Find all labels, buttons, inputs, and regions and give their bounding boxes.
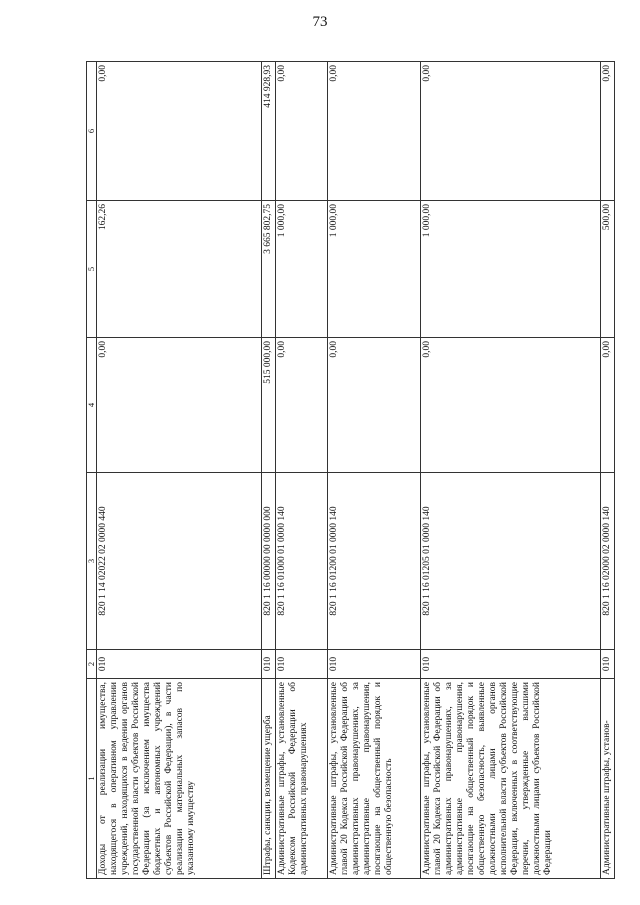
header-row bbox=[87, 62, 97, 879]
row-value-5: 1 000,00 bbox=[328, 201, 421, 338]
row-name: Административные штрафы, установленные главой 20 Кодекса Российской Федерации об административных правонарушениях, за административные правонарушения, посягающие на общественный порядок и общественную безопасность bbox=[328, 679, 421, 879]
row-kbk-code: 820 1 16 00000 00 0000 000 bbox=[262, 473, 276, 650]
row-name: Административные штрафы, установ- bbox=[601, 679, 615, 879]
row-value-5: 1 000,00 bbox=[421, 201, 601, 338]
table-row bbox=[276, 62, 328, 879]
row-line-code: 010 bbox=[601, 650, 615, 679]
row-name: Административные штрафы, установленные Кодексом Российской Федерации об административных правонарушениях bbox=[276, 679, 328, 879]
page-number: 73 bbox=[312, 14, 328, 30]
row-value-5: 162,26 bbox=[97, 201, 262, 338]
row-kbk-code: 820 1 16 01000 01 0000 140 bbox=[276, 473, 328, 650]
row-value-5: 3 665 802,75 bbox=[262, 201, 276, 338]
row-value-4: 0,00 bbox=[97, 338, 262, 473]
row-name: Доходы от реализации имущества, находящегося в оперативном управлении учреждений, находящихся в ведении органов государственной власти субъектов Российской Федерации (за исключением имущества бюджетных и автономных учреждений субъектов Российской Федерации), в части реализации материальных запасов по указанному имуществу bbox=[97, 679, 262, 879]
table-row bbox=[601, 62, 615, 879]
header-cell: 2 bbox=[87, 650, 97, 679]
rotated-table-container bbox=[86, 62, 611, 879]
row-name: Штрафы, санкции, возмещение ущерба bbox=[262, 679, 276, 879]
row-line-code: 010 bbox=[421, 650, 601, 679]
row-value-4: 0,00 bbox=[601, 338, 615, 473]
header-cell: 6 bbox=[87, 62, 97, 201]
row-value-6: 0,00 bbox=[601, 62, 615, 201]
row-line-code: 010 bbox=[97, 650, 262, 679]
row-kbk-code: 820 1 16 01205 01 0000 140 bbox=[421, 473, 601, 650]
header-cell: 1 bbox=[87, 679, 97, 879]
row-value-4: 0,00 bbox=[421, 338, 601, 473]
rotated-table bbox=[86, 62, 611, 879]
header-cell: 3 bbox=[87, 473, 97, 650]
table-row bbox=[262, 62, 276, 879]
row-value-5: 1 000,00 bbox=[276, 201, 328, 338]
row-value-4: 0,00 bbox=[328, 338, 421, 473]
row-line-code: 010 bbox=[262, 650, 276, 679]
row-value-6: 414 928,93 bbox=[262, 62, 276, 201]
row-value-4: 0,00 bbox=[276, 338, 328, 473]
row-kbk-code: 820 1 16 01200 01 0000 140 bbox=[328, 473, 421, 650]
row-value-4: 515 000,00 bbox=[262, 338, 276, 473]
row-value-6: 0,00 bbox=[97, 62, 262, 201]
header-cell: 4 bbox=[87, 338, 97, 473]
table-row bbox=[97, 62, 262, 879]
table-row bbox=[421, 62, 601, 879]
table-row bbox=[328, 62, 421, 879]
row-name: Административные штрафы, установленные главой 20 Кодекса Российской Федерации об административных правонарушениях, за административные правонарушения, посягающие на общественный порядок и общественную безопасность, выявленные должностными лицами органов исполнительной власти субъектов Российской Федерации, включенных в соответствующие перечни, утвержденные высшими должностными лицами субъектов Российской Федерации bbox=[421, 679, 601, 879]
row-kbk-code: 820 1 16 02000 02 0000 140 bbox=[601, 473, 615, 650]
row-value-6: 0,00 bbox=[421, 62, 601, 201]
row-value-6: 0,00 bbox=[276, 62, 328, 201]
row-value-6: 0,00 bbox=[328, 62, 421, 201]
row-line-code: 010 bbox=[328, 650, 421, 679]
row-value-5: 500,00 bbox=[601, 201, 615, 338]
row-line-code: 010 bbox=[276, 650, 328, 679]
revenue-table bbox=[86, 61, 615, 879]
row-kbk-code: 820 1 14 02022 02 0000 440 bbox=[97, 473, 262, 650]
header-cell: 5 bbox=[87, 201, 97, 338]
